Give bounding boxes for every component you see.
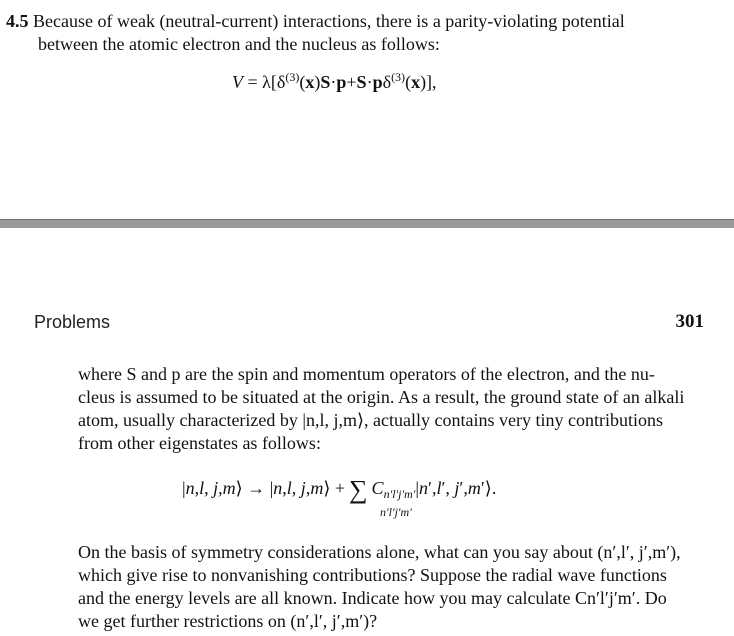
question-line-3: and the energy levels are all known. Indicate how you may calculate Cn′l′j′m′. Do: [78, 588, 667, 608]
problem-statement: [6, 10, 706, 56]
question-line-2: which give rise to nonvanishing contributions? Suppose the radial wave functions: [78, 565, 667, 585]
problem-top-region: [0, 0, 734, 218]
question-line-4: we get further restrictions on (n′,l′, j′,m′)?: [78, 611, 378, 631]
question-paragraph: [78, 541, 708, 633]
running-head: Problems: [34, 312, 111, 332]
state-expansion-equation: |n,l, j,m⟩ → |n,l, j,m⟩ + ∑ $C_{n'l'j'm'}|n',l'$, j′,m′⟩.: [182, 475, 497, 504]
sum-symbol: ∑: [349, 475, 368, 504]
page-divider: [0, 219, 734, 228]
potential-equation: $V = \lambda[\delta^{(3)}(x)S\cdot p+S\cdot p\delta^{(3)}(x)]$,: [232, 70, 437, 92]
sum-index: n′l′j′m′: [380, 505, 412, 519]
para-line-3: atom, usually characterized by |n,l, j,m⟩, actually contains very tiny contributions: [78, 410, 663, 430]
intro-line-2: between the atomic electron and the nucleus as follows:: [38, 34, 440, 54]
page-header: [0, 300, 734, 340]
continuation-paragraph: [78, 363, 708, 455]
problem-number: 4.5: [6, 11, 29, 31]
question-line-1: On the basis of symmetry considerations alone, what can you say about (n′,l′, j′,m′),: [78, 542, 681, 562]
para-line-2: cleus is assumed to be situated at the origin. As a result, the ground state of an alkali: [78, 387, 685, 407]
page-number: 301: [675, 311, 704, 332]
intro-line-1: Because of weak (neutral-current) interactions, there is a parity-violating potential: [33, 11, 625, 31]
para-line-1: where S and p are the spin and momentum operators of the electron, and the nu-: [78, 364, 655, 384]
problem-line-1: [6, 10, 706, 33]
para-line-4: from other eigenstates as follows:: [78, 433, 321, 453]
